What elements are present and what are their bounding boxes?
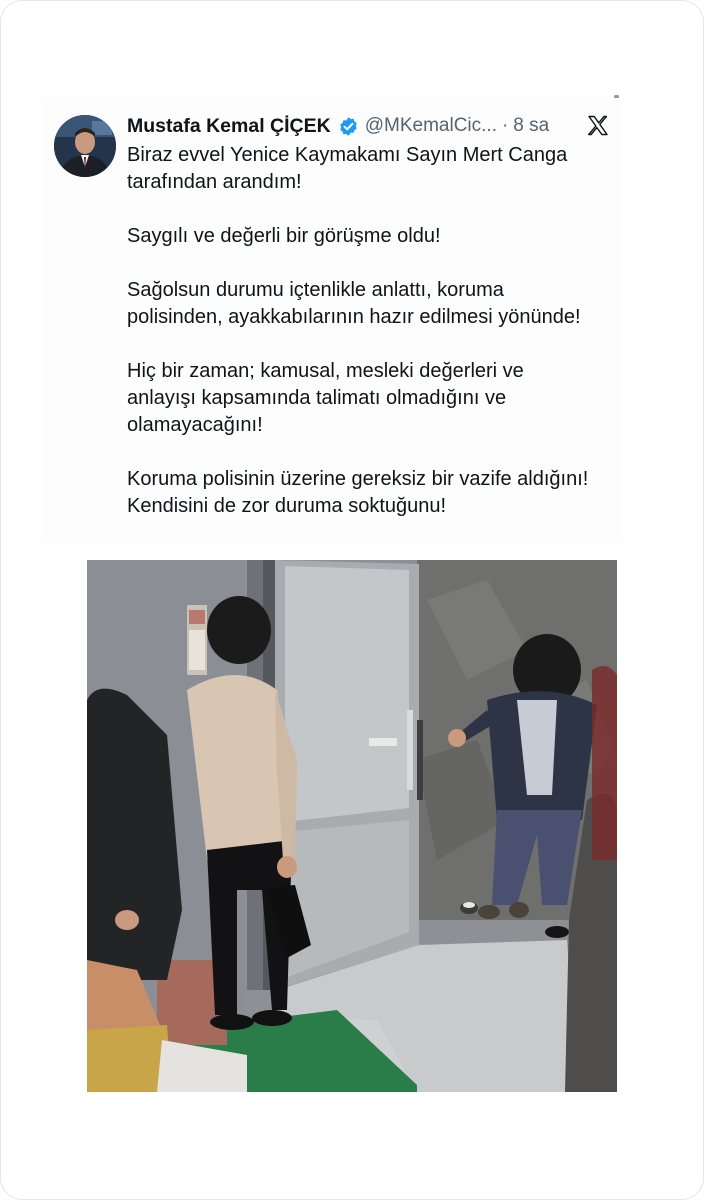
verified-badge-icon <box>338 116 359 137</box>
avatar[interactable] <box>54 115 116 177</box>
separator-dot: · <box>501 115 509 136</box>
tweet-text <box>127 142 622 520</box>
attached-photo[interactable] <box>87 560 617 1092</box>
tweet-header <box>127 112 617 140</box>
display-name[interactable]: Mustafa Kemal ÇİÇEK <box>127 114 331 137</box>
tweet-card[interactable] <box>42 98 622 542</box>
tweet-paragraph: Koruma polisinin üzerine gereksiz bir vazife aldığını! Kendisini de zor duruma soktuğunu! <box>127 468 589 517</box>
timestamp[interactable]: 8 sa <box>513 115 550 136</box>
tweet-paragraph: Biraz evvel Yenice Kaymakamı Sayın Mert Canga tarafından arandım! <box>127 144 568 193</box>
tweet-paragraph: Saygılı ve değerli bir görüşme oldu! <box>127 225 441 247</box>
handle[interactable]: @MKemalCic... <box>364 115 497 136</box>
tweet-paragraph: Sağolsun durumu içtenlikle anlattı, koruma polisinden, ayakkabılarının hazır edilmesi yönünde! <box>127 279 581 328</box>
tweet-paragraph: Hiç bir zaman; kamusal, mesleki değerleri ve anlayışı kapsamında talimatı olmadığını ve olamayacağını! <box>127 360 524 436</box>
x-logo-icon <box>586 114 610 138</box>
